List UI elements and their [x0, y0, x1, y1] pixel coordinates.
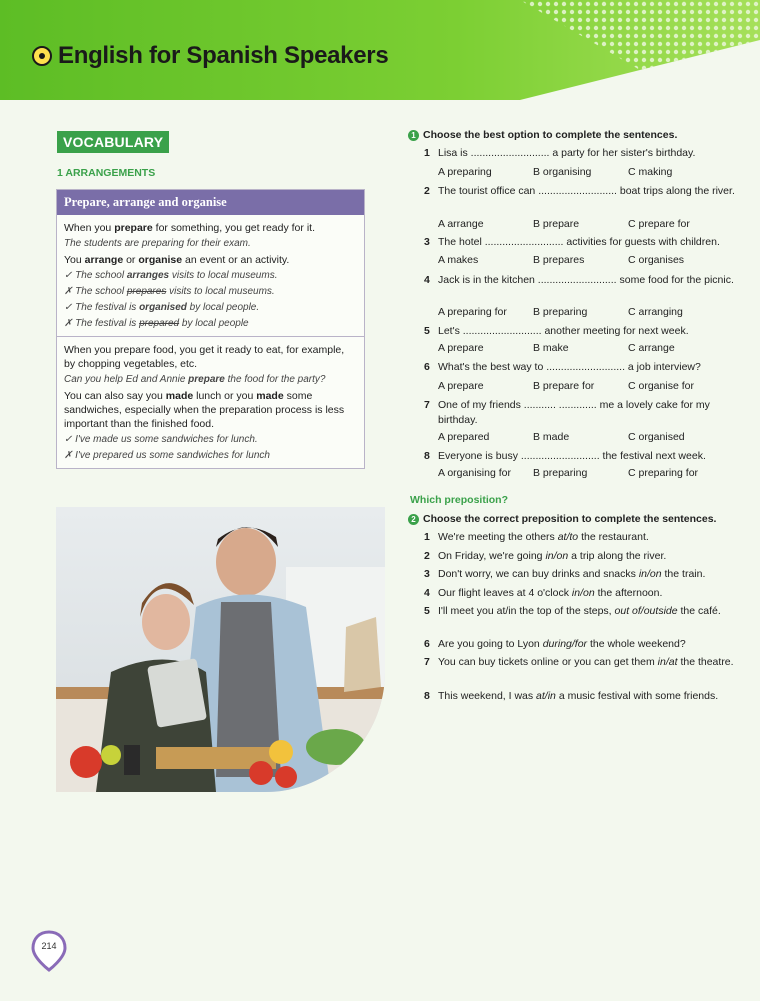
text-run: You can also say you [64, 390, 166, 402]
item-number: 7 [424, 656, 430, 668]
page-title: English for Spanish Speakers [58, 42, 389, 69]
answer-options [438, 254, 723, 266]
item-sentence [438, 689, 742, 704]
text-run: We're meeting the others [438, 531, 558, 543]
answer-option[interactable]: A preparing [438, 166, 492, 178]
answer-options [438, 306, 723, 318]
answer-options [438, 431, 723, 443]
vocabulary-badge: VOCABULARY [57, 131, 169, 153]
exercise-1-instruction [408, 129, 677, 141]
which-preposition-heading: Which preposition? [410, 494, 508, 506]
answer-option[interactable]: B preparing [533, 467, 588, 479]
answer-option[interactable]: B made [533, 431, 570, 443]
exercise-2-item [424, 549, 742, 564]
answer-options [438, 467, 723, 479]
text-run: Our flight leaves at 4 o'clock [438, 587, 572, 599]
explanation-text [64, 389, 357, 431]
answer-option[interactable]: A preparing for [438, 306, 507, 318]
text-run: Can you help Ed and Annie [64, 374, 189, 385]
text-run: the theatre. [677, 656, 734, 668]
answer-option[interactable]: B prepare [533, 218, 580, 230]
text-run: visits to local museums. [169, 270, 278, 281]
explanation-text [64, 343, 357, 371]
answer-option[interactable]: A organising for [438, 467, 511, 479]
text-run: On Friday, we're going [438, 550, 546, 562]
answer-options [438, 166, 723, 178]
text-run: organise [138, 254, 183, 266]
exercise-1-item [424, 184, 742, 199]
page-number: 214 [41, 941, 57, 951]
answer-option[interactable]: B organising [533, 166, 592, 178]
exercise-1-instruction-text: Choose the best option to complete the sentences. [423, 129, 678, 141]
text-run: in/on [545, 550, 569, 562]
text-run: You [64, 254, 85, 266]
item-number: 1 [424, 531, 430, 543]
answer-option[interactable]: B prepares [533, 254, 585, 266]
text-run: some sandwiches, especially when the preparation process is less important than the finished food. [64, 390, 345, 430]
item-sentence [438, 604, 742, 619]
example-sentence [64, 449, 357, 463]
explanation-text [64, 221, 357, 235]
item-number: 1 [424, 147, 430, 159]
text-run: a music festival with some friends. [555, 690, 719, 702]
answer-option[interactable]: C organises [628, 254, 685, 266]
text-run: arranges [126, 270, 170, 281]
text-run: in/on [571, 587, 595, 599]
answer-option[interactable]: C arrange [628, 342, 675, 354]
vocabulary-box-section [57, 336, 364, 468]
header-title-group [32, 42, 388, 70]
item-number: 8 [424, 690, 430, 702]
text-run: by local people [179, 318, 249, 329]
item-sentence: Jack is in the kitchen ........................... some food for the picnic. [438, 274, 734, 286]
text-run: ✓ I've made us some sandwiches for lunch. [64, 434, 258, 445]
answer-option[interactable]: B preparing [533, 306, 588, 318]
text-run: lunch or you [193, 390, 257, 402]
item-number: 3 [424, 236, 430, 248]
item-sentence: The tourist office can ........................... boat trips along the river. [438, 185, 735, 197]
exercise-2-instruction [408, 513, 716, 525]
answer-option[interactable]: A prepared [438, 431, 490, 443]
text-run: visits to local museums. [166, 286, 275, 297]
item-sentence [438, 530, 742, 545]
answer-options [438, 380, 723, 392]
item-number: 5 [424, 325, 430, 337]
text-run: prepare [188, 374, 225, 385]
text-run: ✗ The school [64, 286, 127, 297]
vocabulary-box-section [57, 215, 364, 336]
item-sentence [438, 549, 742, 564]
text-run: ✗ I've prepared us some sandwiches for lunch [64, 450, 270, 461]
example-sentence [64, 237, 357, 251]
item-number: 6 [424, 361, 430, 373]
answer-option[interactable]: A prepare [438, 342, 484, 354]
item-number: 2 [424, 185, 430, 197]
text-run: You can buy tickets online or you can get them [438, 656, 658, 668]
arrangements-heading: 1 ARRANGEMENTS [57, 167, 156, 179]
item-number: 6 [424, 638, 430, 650]
text-run: The students are preparing for their exam. [64, 238, 251, 249]
text-run: arrange [84, 254, 124, 266]
text-run: the food for the party? [224, 374, 326, 385]
text-run: prepare [114, 222, 153, 234]
exercise-1-item [424, 360, 742, 375]
item-number: 8 [424, 450, 430, 462]
exercise-2-item [424, 530, 742, 545]
text-run: When you prepare food, you get it ready to eat, for example, by chopping vegetables, etc. [64, 344, 345, 370]
text-run: the afternoon. [594, 587, 663, 599]
exercise-2-item [424, 689, 742, 704]
text-run: organised [139, 302, 187, 313]
header-banner [0, 0, 760, 100]
exercise-1-item [424, 146, 742, 161]
item-sentence [438, 655, 742, 670]
page-marker-icon [31, 930, 67, 972]
item-sentence [438, 586, 742, 601]
photo-illustration [56, 507, 385, 792]
text-run: the restaurant. [578, 531, 649, 543]
item-sentence: Everyone is busy ........................... the festival next week. [438, 450, 706, 462]
text-run: out of/outside [614, 605, 678, 617]
text-run: prepares [126, 286, 167, 297]
answer-option[interactable]: A makes [438, 254, 479, 266]
text-run: at/to [557, 531, 579, 543]
vocabulary-box-title: Prepare, arrange and organise [57, 190, 364, 215]
item-sentence: Let's ........................... another meeting for next week. [438, 325, 689, 337]
explanation-text [64, 253, 357, 267]
answer-option[interactable]: C organised [628, 431, 685, 443]
exercise-1-item [424, 273, 742, 288]
text-run: a trip along the river. [568, 550, 667, 562]
exercise-2-number: 2 [408, 514, 419, 525]
exercise-1-item [424, 324, 742, 339]
text-run: an event or an activity. [182, 254, 290, 266]
text-run: the whole weekend? [587, 638, 686, 650]
text-run: Are you going to Lyon [438, 638, 543, 650]
vocabulary-box-sections [57, 215, 364, 468]
item-number: 7 [424, 399, 430, 411]
answer-options [438, 342, 723, 354]
text-run: ✗ The festival is [64, 318, 140, 329]
text-run: or [123, 254, 139, 266]
answer-option[interactable]: B prepare for [533, 380, 595, 392]
text-run: Don't worry, we can buy drinks and snacks [438, 568, 639, 580]
example-sentence [64, 285, 357, 299]
example-sentence [64, 433, 357, 447]
exercise-2-item [424, 586, 742, 601]
text-run: prepared [139, 318, 180, 329]
item-number: 2 [424, 550, 430, 562]
exercise-1-item [424, 235, 742, 250]
cooking-couple-photo [56, 507, 385, 792]
exercise-2-item [424, 637, 742, 652]
item-sentence: The hotel ........................... activities for guests with children. [438, 236, 720, 248]
text-run: the train. [661, 568, 706, 580]
example-sentence [64, 269, 357, 283]
text-run: by local people. [186, 302, 260, 313]
answer-option[interactable]: C arranging [628, 306, 683, 318]
example-sentence [64, 317, 357, 331]
item-number: 4 [424, 587, 430, 599]
answer-option[interactable]: A arrange [438, 218, 484, 230]
item-number: 3 [424, 568, 430, 580]
text-run: for something, you get ready for it. [152, 222, 315, 234]
text-run: ✓ The festival is [64, 302, 140, 313]
item-sentence: One of my friends ........... ............. me a lovely cake for my birthday. [438, 399, 710, 426]
answer-option[interactable]: C preparing for [628, 467, 699, 479]
exercise-2-item [424, 604, 742, 619]
exercise-2-instruction-text: Choose the correct preposition to complete the sentences. [423, 513, 717, 525]
logo-icon [32, 46, 52, 66]
exercise-2-item [424, 655, 742, 670]
answer-option[interactable]: C organise for [628, 380, 694, 392]
text-run: during/for [542, 638, 588, 650]
text-run: in/on [638, 568, 662, 580]
vocabulary-box [56, 189, 365, 469]
text-run: made [256, 390, 284, 402]
answer-option[interactable]: C prepare for [628, 218, 690, 230]
item-sentence [438, 637, 742, 652]
exercise-1-item [424, 449, 742, 464]
text-run: This weekend, I was [438, 690, 537, 702]
exercise-1-number: 1 [408, 130, 419, 141]
item-number: 4 [424, 274, 430, 286]
item-sentence: Lisa is ........................... a party for her sister's birthday. [438, 147, 696, 159]
text-run: at/in [536, 690, 556, 702]
text-run: in/at [657, 656, 678, 668]
answer-option[interactable]: A prepare [438, 380, 484, 392]
exercise-1-item [424, 398, 742, 427]
answer-option[interactable]: C making [628, 166, 673, 178]
exercise-2-item [424, 567, 742, 582]
text-run: the café. [677, 605, 721, 617]
text-run: When you [64, 222, 115, 234]
item-number: 5 [424, 605, 430, 617]
text-run: ✓ The school [64, 270, 127, 281]
text-run: made [165, 390, 194, 402]
text-run: I'll meet you at/in the top of the steps, [438, 605, 615, 617]
item-sentence: What's the best way to ........................... a job interview? [438, 361, 701, 373]
answer-option[interactable]: B make [533, 342, 569, 354]
example-sentence [64, 373, 357, 387]
answer-options [438, 218, 723, 230]
example-sentence [64, 301, 357, 315]
item-sentence [438, 567, 742, 582]
